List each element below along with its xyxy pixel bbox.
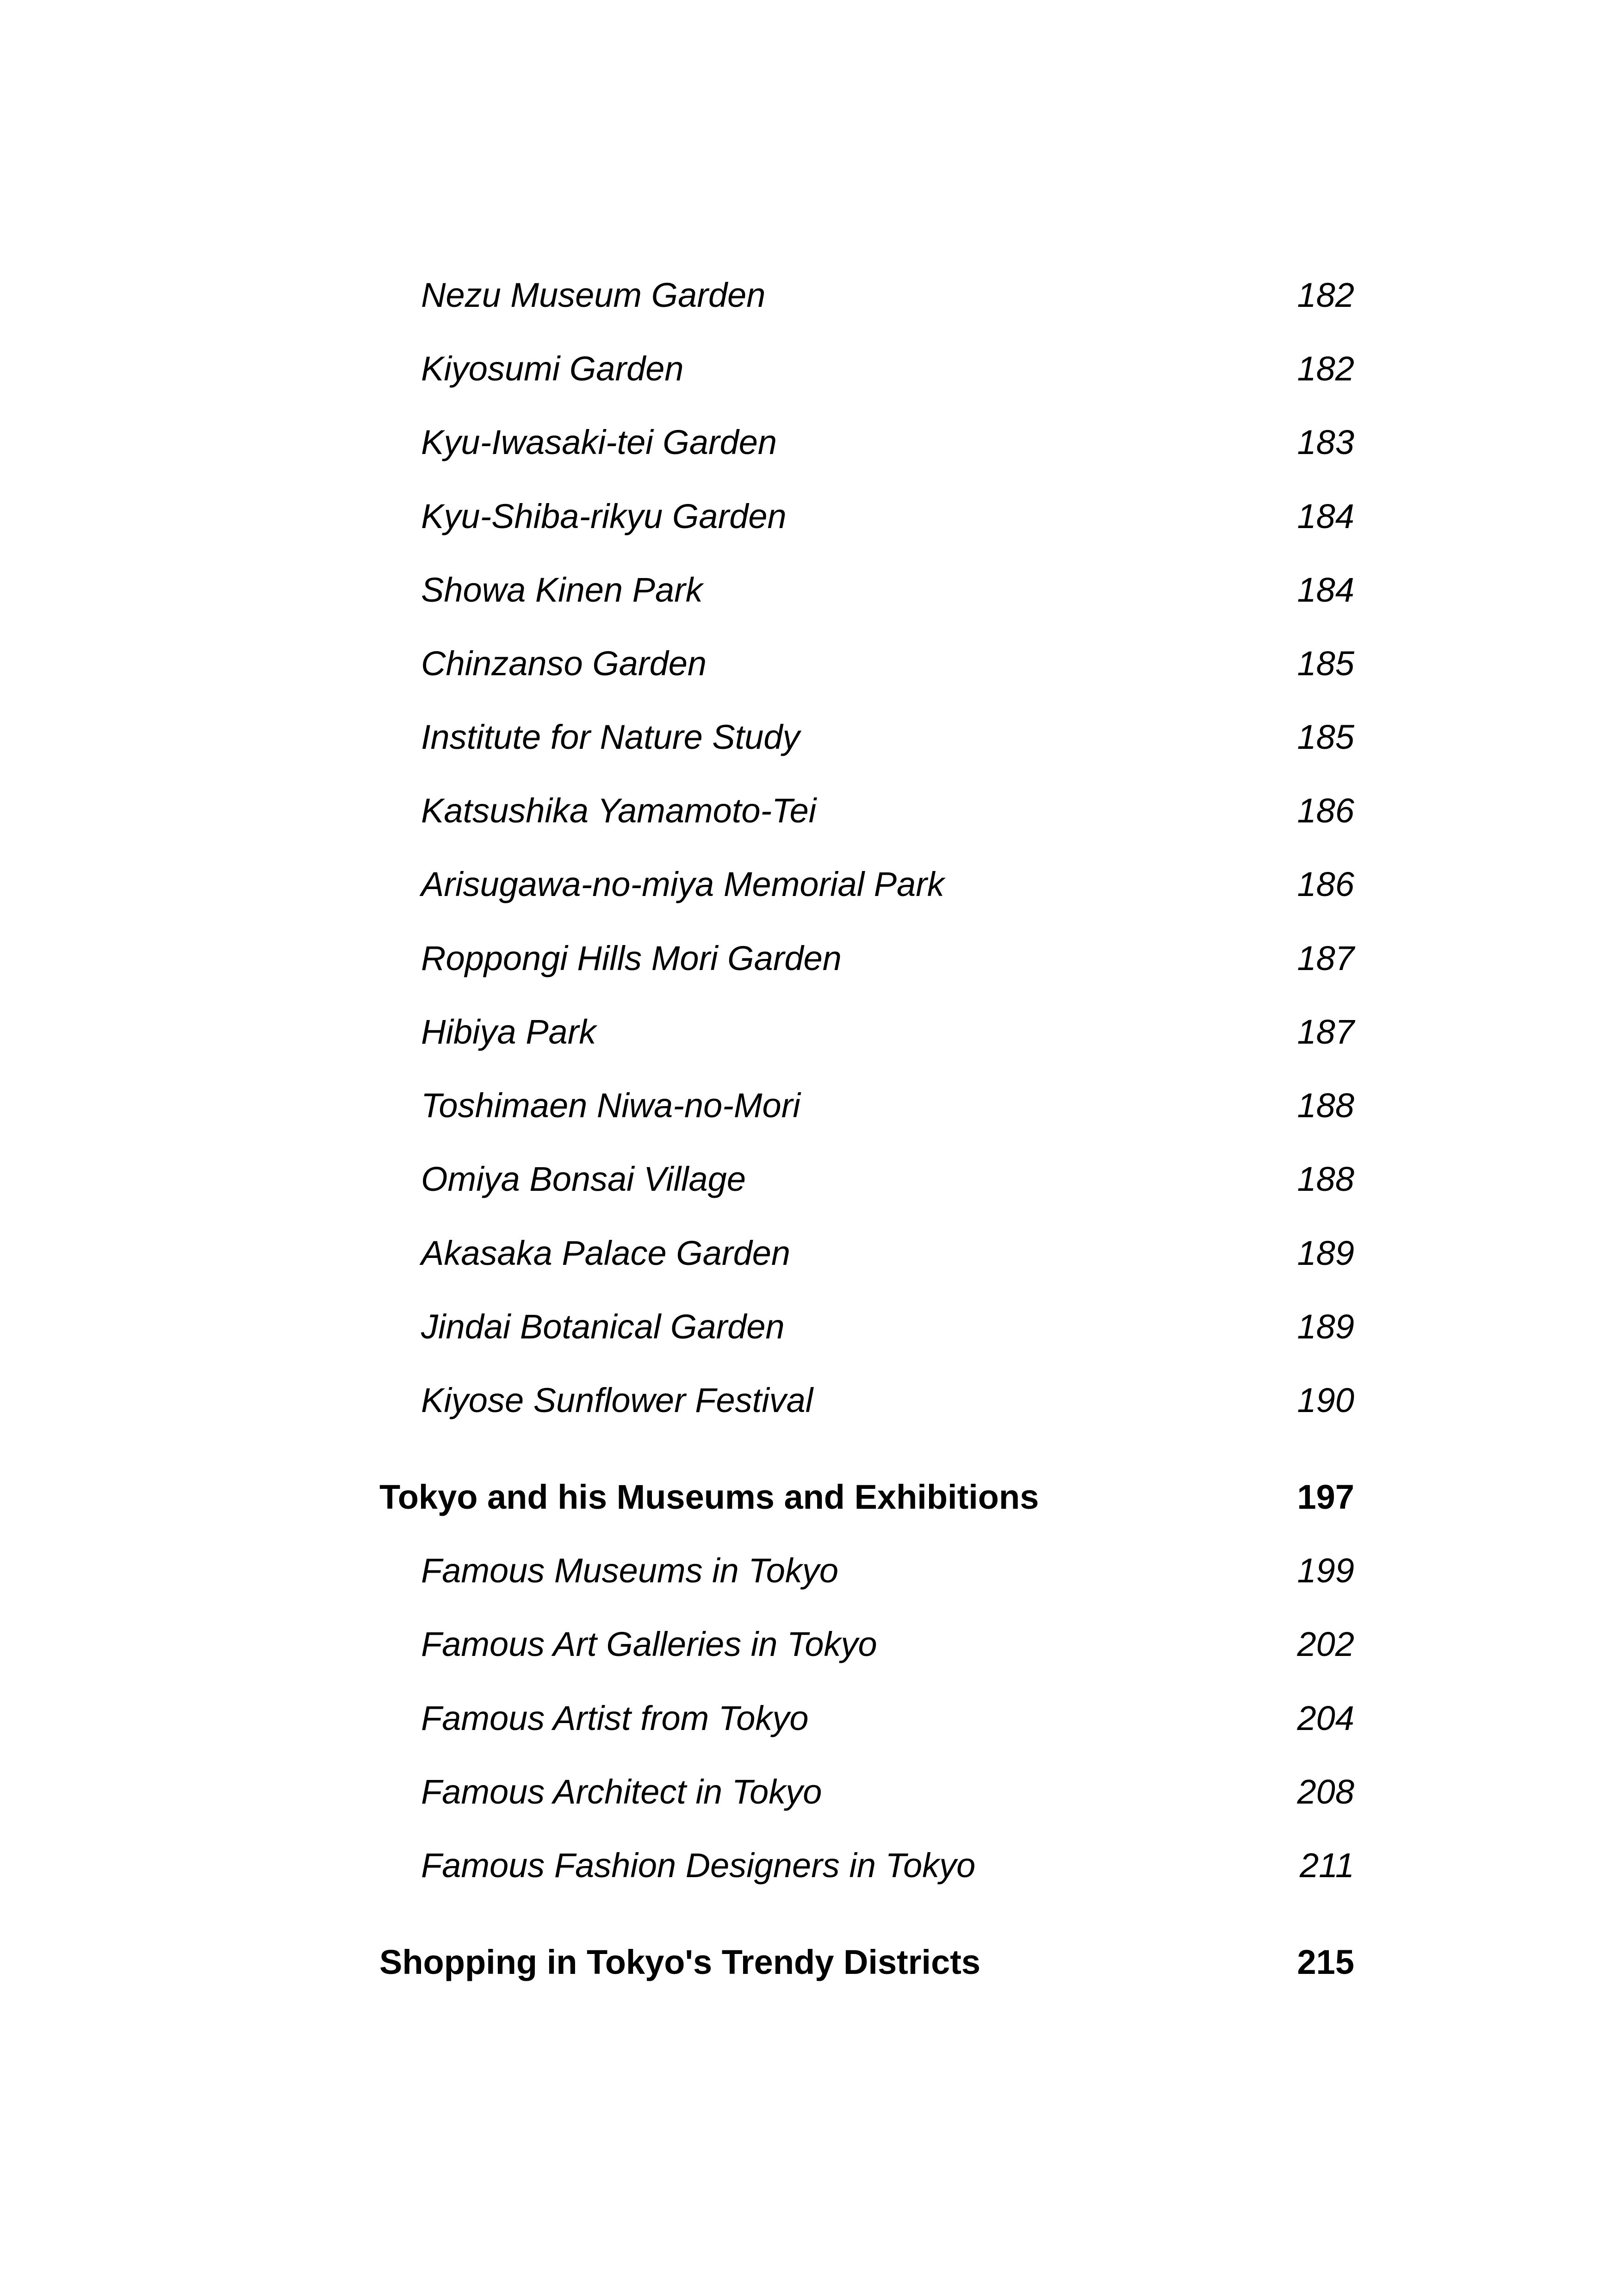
toc-entry-page-number: 211 — [1300, 1846, 1354, 1885]
toc-entry[interactable] — [0, 489, 1618, 544]
toc-entry-page-number: 189 — [1297, 1234, 1354, 1272]
toc-entry[interactable] — [0, 1373, 1618, 1428]
toc-entry-title: Famous Architect in Tokyo — [421, 1773, 822, 1811]
toc-entry-page-number: 185 — [1297, 718, 1354, 756]
toc-entry-title: Kyu-Shiba-rikyu Garden — [421, 497, 787, 535]
toc-entry[interactable] — [0, 1078, 1618, 1133]
toc-entry-title: Toshimaen Niwa-no-Mori — [421, 1086, 800, 1125]
toc-entry[interactable] — [0, 1299, 1618, 1355]
toc-chapter-title: Tokyo and his Museums and Exhibitions — [379, 1478, 1039, 1516]
toc-entry[interactable] — [0, 1617, 1618, 1672]
toc-entry-title: Kyu-Iwasaki-tei Garden — [421, 423, 777, 461]
toc-entry-page-number: 185 — [1297, 644, 1354, 683]
toc-entry-title: Chinzanso Garden — [421, 644, 707, 683]
toc-entry-page-number: 186 — [1297, 791, 1354, 830]
toc-chapter-heading[interactable] — [0, 1935, 1618, 1990]
toc-entry-page-number: 199 — [1297, 1551, 1354, 1590]
toc-entry-title: Famous Art Galleries in Tokyo — [421, 1625, 877, 1663]
toc-entry-title: Akasaka Palace Garden — [421, 1234, 791, 1272]
toc-entry[interactable] — [0, 1004, 1618, 1060]
toc-chapter-title: Shopping in Tokyo's Trendy Districts — [379, 1943, 981, 1981]
toc-entry-page-number: 186 — [1297, 865, 1354, 903]
toc-entry[interactable] — [0, 709, 1618, 765]
toc-entry[interactable] — [0, 931, 1618, 986]
toc-entry-title: Famous Fashion Designers in Tokyo — [421, 1846, 976, 1885]
toc-entry-title: Famous Museums in Tokyo — [421, 1551, 839, 1590]
toc-entry[interactable] — [0, 415, 1618, 470]
toc-entry[interactable] — [0, 1151, 1618, 1207]
toc-entry[interactable] — [0, 1543, 1618, 1599]
toc-entry-page-number: 182 — [1297, 349, 1354, 388]
toc-entry-title: Omiya Bonsai Village — [421, 1160, 746, 1198]
toc-entry[interactable] — [0, 1764, 1618, 1820]
toc-entry-title: Kiyose Sunflower Festival — [421, 1381, 813, 1419]
toc-entry-title: Kiyosumi Garden — [421, 349, 684, 388]
toc-entry-page-number: 188 — [1297, 1086, 1354, 1125]
toc-entry-title: Jindai Botanical Garden — [421, 1307, 785, 1346]
toc-entry-title: Institute for Nature Study — [421, 718, 800, 756]
toc-chapter-page-number: 197 — [1297, 1478, 1354, 1516]
toc-entry[interactable] — [0, 857, 1618, 912]
toc-chapter-page-number: 215 — [1297, 1943, 1354, 1981]
toc-entry[interactable] — [0, 1691, 1618, 1746]
toc-entry-title: Roppongi Hills Mori Garden — [421, 939, 842, 977]
toc-entry-title: Katsushika Yamamoto-Tei — [421, 791, 817, 830]
toc-entry[interactable] — [0, 783, 1618, 839]
toc-chapter-heading[interactable] — [0, 1469, 1618, 1525]
toc-entry-title: Nezu Museum Garden — [421, 276, 766, 314]
toc-entry-page-number: 183 — [1297, 423, 1354, 461]
toc-entry-page-number: 184 — [1297, 571, 1354, 609]
toc-entry-page-number: 204 — [1297, 1699, 1354, 1737]
toc-entry-title: Showa Kinen Park — [421, 571, 703, 609]
toc-entry-page-number: 187 — [1297, 939, 1354, 977]
toc-entry-page-number: 188 — [1297, 1160, 1354, 1198]
toc-entry-page-number: 202 — [1297, 1625, 1354, 1663]
toc-entry[interactable] — [0, 1838, 1618, 1893]
toc-entry[interactable] — [0, 341, 1618, 397]
toc-entry[interactable] — [0, 562, 1618, 618]
toc-entry-page-number: 189 — [1297, 1307, 1354, 1346]
toc-entry-page-number: 190 — [1297, 1381, 1354, 1419]
toc-entry[interactable] — [0, 1226, 1618, 1281]
toc-entry-page-number: 182 — [1297, 276, 1354, 314]
toc-entry-title: Hibiya Park — [421, 1013, 596, 1051]
toc-entry-page-number: 208 — [1297, 1773, 1354, 1811]
toc-entry-page-number: 187 — [1297, 1013, 1354, 1051]
toc-entry[interactable] — [0, 268, 1618, 323]
toc-entry-title: Famous Artist from Tokyo — [421, 1699, 809, 1737]
toc-entry-title: Arisugawa-no-miya Memorial Park — [421, 865, 944, 903]
toc-entry[interactable] — [0, 636, 1618, 691]
toc-entry-page-number: 184 — [1297, 497, 1354, 535]
